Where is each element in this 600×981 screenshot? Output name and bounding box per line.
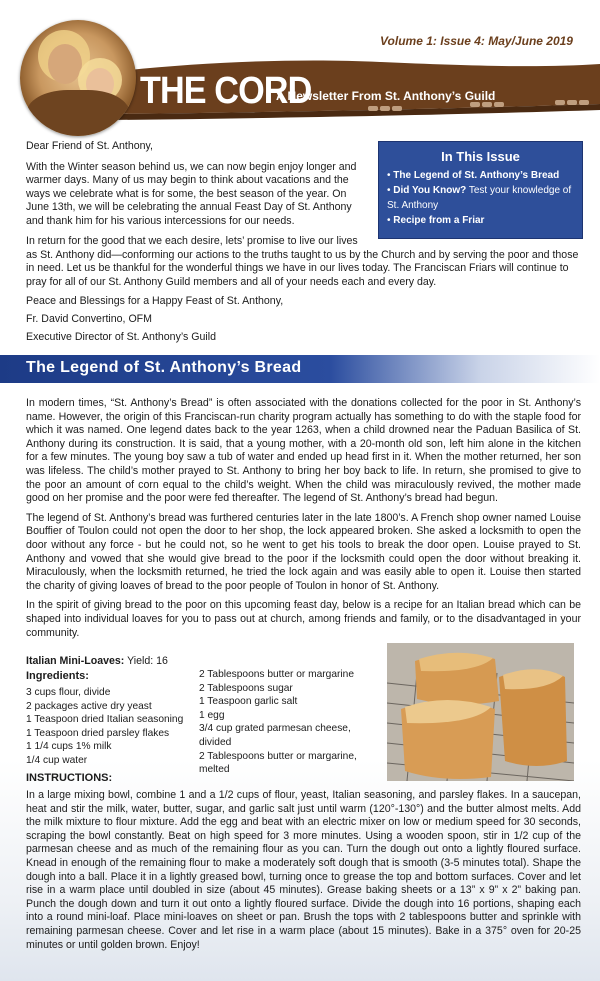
letter-closing: Peace and Blessings for a Happy Feast of St. Anthony, bbox=[26, 295, 284, 308]
letter-paragraph-start: In return for the good that we each desire, lets’ promise to live our lives bbox=[26, 235, 358, 247]
recipe-yield: Yield: 16 bbox=[124, 655, 168, 667]
ingredient-item: 2 packages active dry yeast bbox=[26, 700, 152, 712]
letter-paragraph: as St. Anthony did—conforming our actions to the truths taught to us by the Church and by serving the poor and those in need. Let us be thankful for the wonderful things we have in our lives today. The Franciscan Friars will continue to pray for all of our St. Anthony Guild members and all of your needs each and every day. bbox=[26, 248, 579, 288]
ingredient-item: 2 Tablespoons butter or margarine bbox=[199, 669, 354, 680]
newsletter-subtitle: A Newsletter From St. Anthony’s Guild bbox=[276, 89, 496, 103]
ingredients-column-2 bbox=[199, 668, 384, 777]
ingredient-item: 2 Tablespoons butter or margarine, melted bbox=[199, 750, 357, 776]
issue-volume: Volume 1: Issue 4: May/June 2019 bbox=[380, 34, 573, 48]
ingredient-item: 1 Teaspoon dried parsley flakes bbox=[26, 727, 170, 739]
ingredient-item: 1 1/4 cups 1% milk bbox=[26, 741, 112, 753]
legend-article bbox=[26, 397, 581, 646]
issue-item[interactable]: • Did You Know? Test your knowledge of St. Anthony bbox=[387, 183, 582, 213]
article-paragraph: In the spirit of giving bread to the poor on this upcoming feast day, below is a recipe for an Italian bread which can be shaped into individual loaves for you to pass out at church, among friends and family, or to the disadvantaged in your community. bbox=[26, 599, 581, 639]
ingredient-item: 2 Tablespoons sugar bbox=[199, 682, 293, 694]
welcome-letter bbox=[26, 140, 371, 229]
ingredient-item: 3/4 cup grated parmesan cheese, divided bbox=[199, 723, 351, 748]
in-this-issue-heading: In This Issue bbox=[441, 149, 520, 164]
instructions-paragraph: In a large mixing bowl, combine 1 and a 1/2 cups of flour, yeast, Italian seasoning, and parsley flakes. In a saucepan, heat and stir the milk, water, butter, sugar, and garlic salt just until warm (120°-130°) and the butter almost melts. Add the milk mixture to flour mixture. Add the egg and beat with an electric mixer on low or medium speed for 30 seconds, scraping the bowl constantly. Beat on high speed for 3 more minutes. Using a wooden spoon, stir in 1/2 cup of the parmesan cheese and as much of the remaining flour as you can. Turn the dough out onto a lightly floured surface. Knead in enough of the remaining flour to make a moderately soft dough that is smooth (3-5 minutes total). Shape the dough into a ball. Place it in a lightly greased bowl, turning once to grease the top and bottom surfaces. Cover and let rise in a warm place until doubled in size (about 45 minutes). Grease baking sheets or a 13” x 9” x 2” baking pan. Punch the dough down and turn it out onto a lightly floured surface. Divide the dough into 16 portions, shaping each into a round mini-loaf. Place mini-loaves on sheet or pan. Brush the tops with 2 tablespoons butter and sprinkle with remaining parmesan cheese. Cover and let rise in a warm place (about 15 minutes). Bake in a 375° oven for 20-25 minutes or until golden brown. Enjoy! bbox=[26, 789, 581, 951]
saint-anthony-medallion bbox=[20, 20, 136, 136]
ingredient-item: 1/4 cup water bbox=[26, 754, 88, 766]
issue-item[interactable]: • Recipe from a Friar bbox=[387, 213, 582, 228]
ingredients-heading: Ingredients: bbox=[26, 670, 89, 682]
in-this-issue-box bbox=[378, 141, 583, 239]
letter-signature: Fr. David Convertino, OFM bbox=[26, 312, 152, 325]
ingredient-item: 1 egg bbox=[199, 709, 225, 721]
instructions-heading: INSTRUCTIONS: bbox=[26, 772, 113, 784]
letter-signer-title: Executive Director of St. Anthony’s Guild bbox=[26, 330, 216, 343]
ingredients-column-1 bbox=[26, 686, 196, 768]
ingredient-item: 3 cups flour, divide bbox=[26, 687, 111, 698]
article-paragraph: In modern times, “St. Anthony’s Bread” is often associated with the donations collected for the poor in St. Anthony’s name. However, the origin of this Franciscan-run charity program actually has something to do with the staple food for which it was named. One legend dates back to the year 1263, when a child drowned near the Paduan Basilica of St. Anthony during its construction. It is said, that a young mother, with a 20-month old son, left him alone in the kitchen for a few minutes. The young boy saw a tub of water and ended up head first in it. When the mother returned, her son was lifeless. The child’s mother prayed to St. Anthony to bring her boy back to life. In return, she promised to give to the poor an amount of corn equal to the child’s weight. When the child was miraculously revived, the mother made good on her promise and the poor were fed thereafter. The legend of St. Anthony’s bread had begun. bbox=[26, 397, 581, 505]
letter-paragraph: With the Winter season behind us, we can now begin enjoy longer and warmer days. Many of us may begin to think about vacations and the ways we celebrate what is for some, the best season of the year. On June 13th, we will be celebrating the annual Feast Day of St. Anthony and thank him for his various intercessions for our needs. bbox=[26, 160, 357, 227]
recipe-name: Italian Mini-Loaves: bbox=[26, 655, 125, 667]
welcome-letter-continued bbox=[26, 235, 581, 344]
issue-item[interactable]: • The Legend of St. Anthony’s Bread bbox=[387, 168, 582, 183]
instructions-text bbox=[26, 789, 581, 958]
bread-loaves-photo bbox=[387, 643, 574, 781]
ingredient-item: 1 Teaspoon garlic salt bbox=[199, 696, 298, 708]
ingredient-item: 1 Teaspoon dried Italian seasoning bbox=[26, 714, 184, 726]
letter-greeting: Dear Friend of St. Anthony, bbox=[26, 140, 153, 152]
newsletter-title: THE CORD bbox=[140, 70, 312, 112]
section-title: The Legend of St. Anthony’s Bread bbox=[26, 359, 302, 376]
recipe-title bbox=[26, 655, 168, 667]
article-paragraph: The legend of St. Anthony’s bread was furthered centuries later in the late 1800’s. A French shop owner named Louise Bouffier of Toulon could not open the door to her shop, the lock appeared broken. She asked a locksmith to open the door without any force - but he could not, so he went to get his tools to break the door open. Louise prayed to St. Anthony and vowed that she would give bread to the poor if the locksmith could open the door without breaking it. Miraculously, when the locksmith returned, he tried the lock again and was easily able to open it. Louise then started the charity of giving loaves of bread to the poor people of Toulon in honor of St. Anthony. bbox=[26, 511, 581, 592]
